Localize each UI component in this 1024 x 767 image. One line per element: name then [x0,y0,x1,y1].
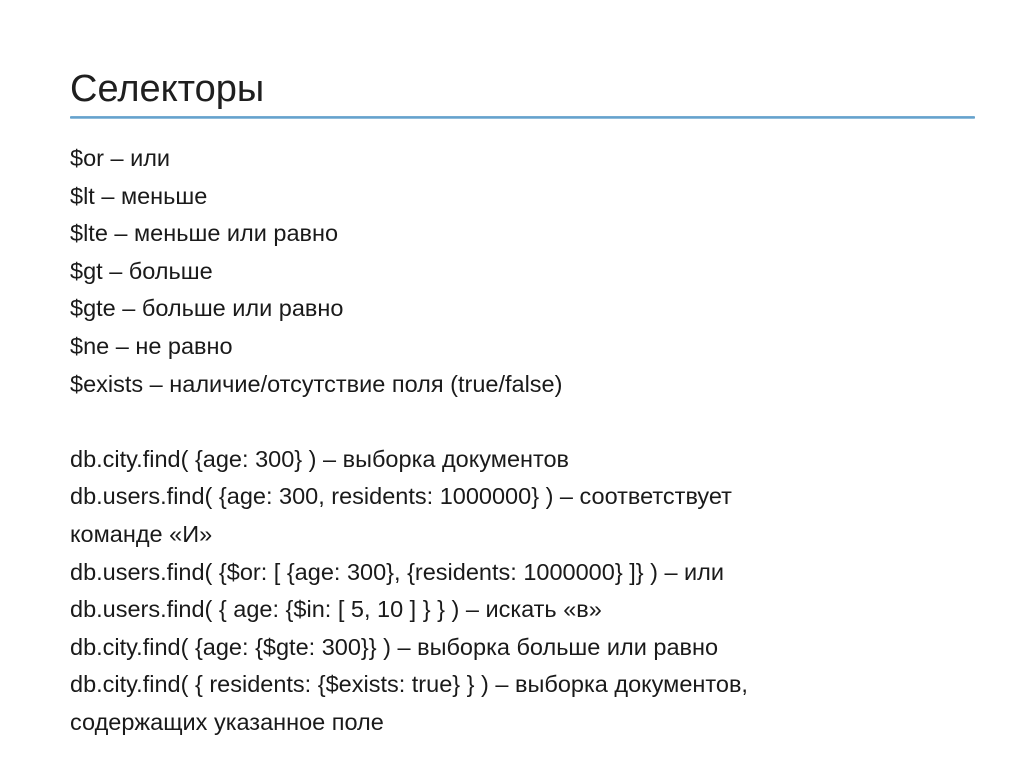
example-line: db.city.find( { residents: {$exists: true} } ) – выборка документов, [70,671,748,698]
operator-line-ne: $ne – не равно [70,332,233,359]
operator-line-lte: $lte – меньше или равно [70,220,339,247]
operator-line-exists: $exists – наличие/отсутствие поля (true/false) [70,370,563,397]
example-line: db.users.find( {$or: [ {age: 300}, {residents: 1000000} ]} ) – или [70,558,725,585]
operator-line-gte: $gte – больше или равно [70,295,344,322]
title-underline [70,116,975,119]
paragraph-gap [70,403,970,441]
example-line: db.city.find( {age: {$gte: 300}} ) – выборка больше или равно [70,633,719,660]
example-line: db.users.find( {age: 300, residents: 1000000} ) – соответствует [70,483,732,510]
example-line: содержащих указанное поле [70,708,384,735]
operator-line-gt: $gt – больше [70,257,213,284]
slide-body [70,140,970,742]
operator-line-or: $or – или [70,145,171,171]
example-line: db.users.find( { age: {$in: [ 5, 10 ] } } ) – искать «в» [70,596,602,623]
example-line: команде «И» [70,520,213,547]
operator-line-lt: $lt – меньше [70,182,208,209]
slide-title: Селекторы [70,68,265,110]
example-line: db.city.find( {age: 300} ) – выборка документов [70,445,570,472]
